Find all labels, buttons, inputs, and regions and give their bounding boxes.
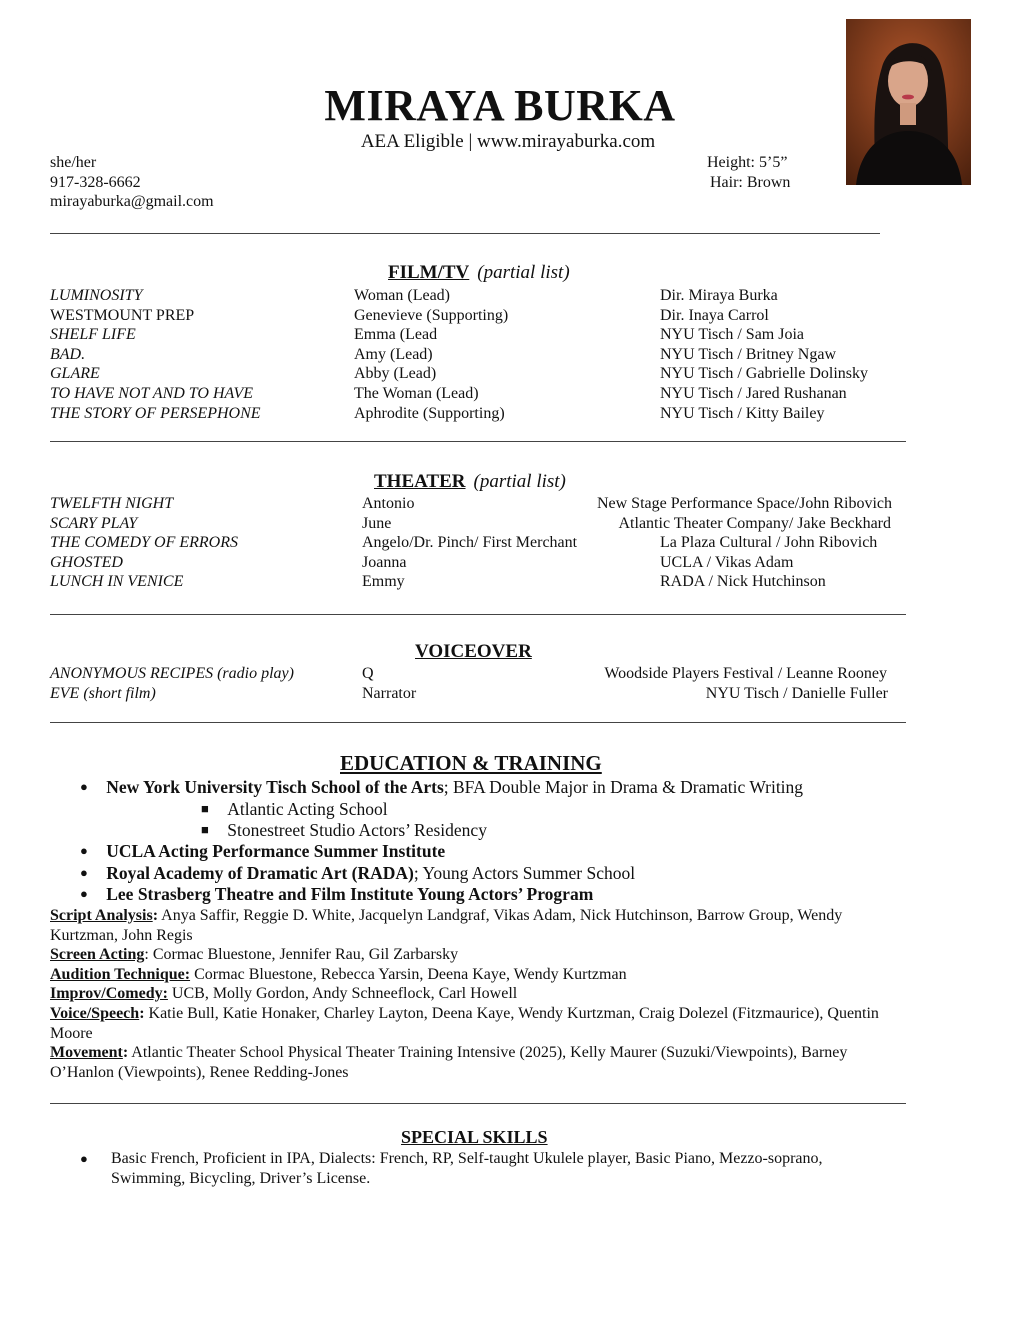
credit-title: TO HAVE NOT AND TO HAVE xyxy=(50,385,254,402)
credit-role: Angelo/Dr. Pinch/ First Merchant xyxy=(362,534,578,552)
credit-title: GHOSTED xyxy=(50,553,123,571)
credit-role: Q xyxy=(362,665,374,682)
education-title: EDUCATION & TRAINING xyxy=(340,751,602,775)
credit-row xyxy=(0,325,1010,345)
square-bullet-icon: ■ xyxy=(201,801,209,816)
credit-role: Aphrodite (Supporting) xyxy=(354,404,505,422)
height: Height: 5’5” xyxy=(707,154,788,171)
credit-row xyxy=(0,572,1010,592)
email: mirayaburka@gmail.com xyxy=(50,193,214,210)
education-item-strasberg xyxy=(80,884,593,907)
stonestreet-residency: Stonestreet Studio Actors’ Residency xyxy=(227,820,487,840)
ucla-program: UCLA Acting Performance Summer Institute xyxy=(106,841,446,861)
credit-role: Amy (Lead) xyxy=(354,345,433,363)
education-subitem-stonestreet xyxy=(201,820,487,843)
divider xyxy=(50,233,880,234)
training-text: UCB, Molly Gordon, Andy Schneeflock, Carl Howell xyxy=(167,985,518,1002)
credit-role: Woman (Lead) xyxy=(354,287,450,304)
theater-heading xyxy=(374,471,566,493)
skills-heading xyxy=(401,1127,548,1148)
credit-title: BAD. xyxy=(50,345,86,363)
credit-title: WESTMOUNT PREP xyxy=(50,306,195,324)
divider xyxy=(50,1103,906,1104)
credit-company: NYU Tisch / Gabrielle Dolinsky xyxy=(660,365,868,383)
divider xyxy=(50,722,906,723)
training-text: Cormac Bluestone, Rebecca Yarsin, Deena Kaye, Wendy Kurtzman xyxy=(190,966,627,983)
credit-role: June xyxy=(362,514,392,532)
credit-row xyxy=(0,286,1010,306)
credit-row xyxy=(0,364,1010,384)
training-voice xyxy=(50,1004,910,1043)
credit-company: Dir. Miraya Burka xyxy=(660,287,778,304)
theater-note: (partial list) xyxy=(473,471,566,492)
strasberg-program: Lee Strasberg Theatre and Film Institute Young Actors’ Program xyxy=(106,884,594,904)
square-bullet-icon: ■ xyxy=(201,822,209,837)
education-item-rada xyxy=(80,863,635,886)
credit-role: Antonio xyxy=(362,495,415,512)
credit-title: TWELFTH NIGHT xyxy=(50,495,174,512)
credit-row xyxy=(0,494,1010,514)
skills-text: Basic French, Proficient in IPA, Dialects: French, RP, Self-taught Ukulele player, Basic Piano, Mezzo-soprano, Swimming, Bicycling, Driver’s License. xyxy=(111,1150,823,1187)
credit-row xyxy=(0,533,1010,553)
headshot-photo xyxy=(846,19,971,185)
actor-name: MIRAYA BURKA xyxy=(324,81,676,130)
training-audition xyxy=(50,965,910,985)
training-sep: : xyxy=(144,946,149,963)
phone: 917-328-6662 xyxy=(50,174,141,191)
credit-company: NYU Tisch / Sam Joia xyxy=(660,326,805,344)
film-tv-title: FILM/TV xyxy=(388,262,470,283)
credit-row xyxy=(0,404,1010,424)
voiceover-title: VOICEOVER xyxy=(415,641,532,662)
credit-row xyxy=(0,306,1010,326)
credit-title: THE COMEDY OF ERRORS xyxy=(50,534,238,552)
credit-company: La Plaza Cultural / John Ribovich xyxy=(660,534,878,552)
nyu-school: New York University Tisch School of the Arts xyxy=(106,777,444,797)
credit-company: NYU Tisch / Danielle Fuller xyxy=(705,684,888,702)
credit-title: LUMINOSITY xyxy=(50,287,143,304)
training-text: Cormac Bluestone, Jennifer Rau, Gil Zarbarsky xyxy=(148,946,459,963)
voiceover-heading xyxy=(415,641,532,663)
credit-row xyxy=(0,664,1010,684)
bullet-icon: ● xyxy=(80,1151,88,1166)
training-label: Voice/Speech xyxy=(50,1005,140,1022)
divider xyxy=(50,441,906,442)
bullet-icon: ● xyxy=(80,779,88,794)
education-item-ucla xyxy=(80,841,445,864)
credit-role: Narrator xyxy=(362,684,417,702)
training-sep: : xyxy=(122,1044,129,1061)
education-item-nyu xyxy=(80,777,803,800)
training-sep: : xyxy=(152,907,159,924)
credit-company: New Stage Performance Space/John Ribovich xyxy=(596,495,892,512)
credit-company: NYU Tisch / Kitty Bailey xyxy=(660,404,825,422)
film-tv-heading xyxy=(388,262,570,284)
credit-title: SHELF LIFE xyxy=(50,326,136,344)
bullet-icon: ● xyxy=(80,865,88,880)
credit-role: Genevieve (Supporting) xyxy=(354,306,509,324)
education-subitem-atlantic xyxy=(201,799,388,822)
credit-role: Abby (Lead) xyxy=(354,365,437,383)
credit-role: Joanna xyxy=(362,553,407,571)
credit-company: NYU Tisch / Britney Ngaw xyxy=(660,345,837,363)
theater-title: THEATER xyxy=(374,471,466,492)
atlantic-school: Atlantic Acting School xyxy=(227,799,388,819)
film-tv-note: (partial list) xyxy=(477,262,570,283)
credit-title: SCARY PLAY xyxy=(50,514,138,532)
rada-school: Royal Academy of Dramatic Art (RADA) xyxy=(106,863,414,883)
training-sep: : xyxy=(139,1005,145,1022)
credit-title: GLARE xyxy=(50,365,100,383)
credit-row xyxy=(0,384,1010,404)
training-script-analysis xyxy=(50,906,910,945)
divider xyxy=(50,614,906,615)
training-text: Anya Saffir, Reggie D. White, Jacquelyn Landgraf, Vikas Adam, Nick Hutchinson, Barrow Group, Wendy Kurtzman, John Regis xyxy=(50,907,843,944)
training-label: Screen Acting xyxy=(50,946,145,963)
training-label: Improv/Comedy: xyxy=(50,985,168,1002)
header-subtitle: AEA Eligible | www.mirayaburka.com xyxy=(360,131,656,152)
training-label: Movement xyxy=(50,1044,123,1061)
rada-program: ; Young Actors Summer School xyxy=(413,863,636,883)
bullet-icon: ● xyxy=(80,886,88,901)
education-heading xyxy=(340,751,602,776)
nyu-degree: ; BFA Double Major in Drama & Dramatic Writing xyxy=(443,777,804,797)
credit-title: LUNCH IN VENICE xyxy=(50,573,184,591)
training-text: Atlantic Theater School Physical Theater Training Intensive (2025), Kelly Maurer (Suzuki/Viewpoints), Barney O’Hanlon (Viewpoints), Renee Redding-Jones xyxy=(50,1044,848,1081)
credit-row xyxy=(0,345,1010,365)
bullet-icon: ● xyxy=(80,843,88,858)
credit-row xyxy=(0,553,1010,573)
training-label: Audition Technique: xyxy=(50,966,191,983)
hair: Hair: Brown xyxy=(710,174,791,191)
credit-role: Emma (Lead xyxy=(354,326,438,344)
credit-row xyxy=(0,684,1010,704)
pronouns: she/her xyxy=(50,154,97,171)
training-improv xyxy=(50,984,910,1004)
training-movement xyxy=(50,1043,910,1082)
credit-company: UCLA / Vikas Adam xyxy=(660,553,794,571)
credit-company: Dir. Inaya Carrol xyxy=(660,306,769,324)
credit-title: EVE (short film) xyxy=(50,684,156,702)
credit-role: Emmy xyxy=(362,573,405,591)
credit-company: Atlantic Theater Company/ Jake Beckhard xyxy=(618,514,891,532)
training-label: Script Analysis xyxy=(50,907,153,924)
credit-title: ANONYMOUS RECIPES (radio play) xyxy=(50,665,294,682)
credit-company: RADA / Nick Hutchinson xyxy=(660,573,826,591)
credit-row xyxy=(0,514,1010,534)
credit-title: THE STORY OF PERSEPHONE xyxy=(50,404,261,422)
training-screen-acting xyxy=(50,945,910,965)
credit-role: The Woman (Lead) xyxy=(354,385,479,402)
credit-company: NYU Tisch / Jared Rushanan xyxy=(660,385,847,402)
credit-company: Woodside Players Festival / Leanne Rooney xyxy=(604,665,887,682)
skills-title: SPECIAL SKILLS xyxy=(401,1127,548,1147)
training-text: Katie Bull, Katie Honaker, Charley Layton, Deena Kaye, Wendy Kurtzman, Craig Dolezel (Fitzmaurice), Quentin Moore xyxy=(50,1005,879,1042)
